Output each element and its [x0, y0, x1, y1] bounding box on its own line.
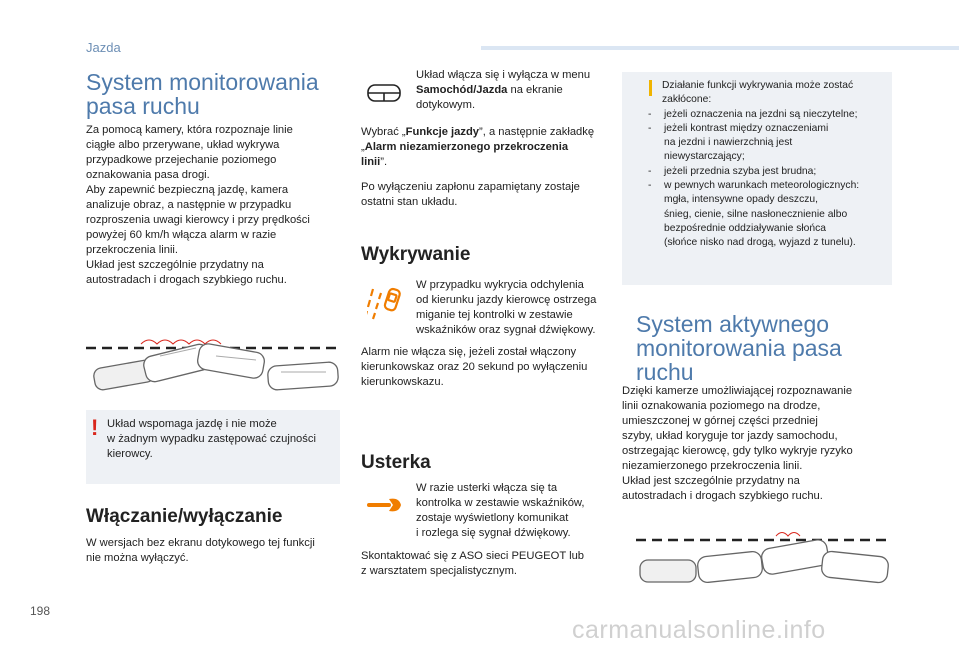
text-line: zostaje wyświetlony komunikat [416, 512, 569, 524]
select-instruction: Wybrać „Funkcje jazdy”, a następnie zakładkę „Alarm niezamierzonego przekroczenia linii”. [361, 126, 595, 168]
onoff-title: Włączanie/wyłączanie [86, 506, 283, 527]
lane-monitoring-title: System monitorowania pasa ruchu [86, 69, 319, 119]
info-text [648, 79, 890, 251]
text-line: nie można wyłączyć. [86, 552, 189, 564]
detection-title: Wykrywanie [361, 244, 471, 265]
info-list-item [648, 108, 890, 122]
detection-text [416, 278, 626, 338]
exclamation-icon: ! [91, 415, 99, 440]
text-line: mgła, intensywne opady deszczu, [664, 194, 818, 206]
text-line: Dzięki kamerze umożliwiającej rozpoznawanie [622, 385, 853, 397]
text-line: kontrolka w zestawie wskaźników, [416, 497, 585, 509]
text-line: niewystarczający; [664, 151, 745, 163]
text-line: ostrzegając kierowcę, gdy tylko wykryje ryzyko [622, 445, 853, 457]
list-dash: - [648, 108, 652, 120]
text-line: autostradach i drogach szybkiego ruchu. [622, 490, 823, 502]
text-line: ruchu [636, 359, 694, 385]
text-line: Za pomocą kamery, która rozpoznaje linie [86, 124, 293, 136]
text-line: od kierunku jazdy kierowcę ostrzega [416, 294, 597, 306]
text-line: jeżeli kontrast między oznaczeniami [664, 122, 829, 134]
text-line: W przypadku wykrycia odchylenia [416, 279, 584, 291]
text-line: Po wyłączeniu zapłonu zapamiętany zostaje [361, 181, 580, 193]
text-line: niezamierzonego przekroczenia linii. [622, 460, 803, 472]
info-intro-line: Działanie funkcji wykrywania może zostać [662, 80, 854, 91]
active-lane-title [636, 312, 842, 384]
text-line: analizuje obraz, a następnie w przypadku [86, 199, 292, 211]
text-line: Skontaktować się z ASO sieci PEUGEOT lub [361, 550, 585, 562]
text-line: rozproszenia uwagi kierowcy i przy prędkości [86, 214, 310, 226]
text-line: powyżej 60 km/h włącza alarm w razie [86, 229, 277, 241]
lane-departure-icon [367, 283, 407, 323]
lane-monitoring-intro [86, 123, 346, 288]
text-line: miganie tej kontrolki w zestawie [416, 309, 573, 321]
info-list-item [648, 122, 890, 165]
memory-text [361, 180, 623, 210]
text-line: (słońce nisko nad drogą, wyjazd z tunelu). [664, 237, 856, 249]
fault-title: Usterka [361, 452, 431, 473]
text-line: z warsztatem specjalistycznym. [361, 565, 518, 577]
text-line: bezpośrednie oddziaływanie słońca [664, 222, 826, 234]
text-line: kierunkowskazu. [361, 376, 444, 388]
text-line: monitorowania pasa [636, 335, 842, 361]
info-icon [649, 80, 652, 96]
wrench-icon [367, 495, 403, 515]
page-number: 198 [30, 604, 51, 618]
watermark: carmanualsonline.info [572, 616, 826, 644]
text-line: w żadnym wypadku zastępować czujności [107, 433, 316, 445]
text-line: Alarm nie włącza się, jeżeli został włączony [361, 346, 577, 358]
steering-wheel-icon [366, 82, 402, 104]
text-line: jeżeli oznaczenia na jezdni są nieczytelne; [664, 108, 858, 120]
text-line: Układ jest szczególnie przydatny na [86, 259, 264, 271]
text-line: w pewnych warunkach meteorologicznych: [664, 180, 860, 192]
list-dash: - [648, 122, 652, 134]
onoff-text [86, 536, 346, 566]
info-list-item [648, 165, 890, 179]
text-line: jeżeli przednia szyba jest brudna; [664, 165, 817, 177]
text-line: linii oznakowania poziomego na drodze, [622, 400, 821, 412]
list-dash: - [648, 180, 652, 192]
contact-text [361, 549, 623, 579]
active-car-illustration [636, 524, 892, 590]
text-line: śnieg, cienie, silne nasłonecznienie albo [664, 208, 848, 220]
text-line: na jezdni i nawierzchnią jest [664, 137, 793, 149]
text-line: przypadkowe przejechanie poziomego [86, 154, 277, 166]
text-line: wskaźników oraz sygnał dźwiękowy. [416, 324, 596, 336]
list-dash: - [648, 165, 652, 177]
menu-text: Układ włącza się i wyłącza w menu Samochód/Jazda na ekranie dotykowym. [416, 69, 591, 111]
text-line: umieszczonej w górnej części przedniej [622, 415, 818, 427]
text-line: ciągłe albo przerywane, układ wykrywa [86, 139, 280, 151]
car-lane-illustration [86, 334, 342, 396]
text-line: Aby zapewnić bezpieczną jazdę, kamera [86, 184, 289, 196]
active-lane-text [622, 384, 892, 504]
info-intro-line: zakłócone: [662, 94, 712, 106]
text-line: Układ jest szczególnie przydatny na [622, 475, 800, 487]
warning-text [107, 417, 339, 462]
fault-text [416, 481, 626, 541]
text-line: Układ wspomaga jazdę i nie może [107, 418, 277, 430]
info-list-item [648, 179, 890, 250]
text-line: ostatni stan układu. [361, 196, 458, 208]
text-line: W razie usterki włącza się ta [416, 482, 558, 494]
text-line: W wersjach bez ekranu dotykowego tej funkcji [86, 537, 315, 549]
section-title: Jazda [86, 40, 121, 55]
text-line: przekroczenia linii. [86, 244, 179, 256]
text-line: oznakowania pasa drogi. [86, 169, 210, 181]
text-line: kierunkowskaz oraz 20 sekund po wyłączeniu [361, 361, 588, 373]
text-line: System aktywnego [636, 311, 830, 337]
text-line: autostradach i drogach szybkiego ruchu. [86, 274, 287, 286]
text-line: szyby, układ koryguje tor jazdy samochodu, [622, 430, 838, 442]
text-line: kierowcy. [107, 448, 153, 460]
alarm-text [361, 345, 623, 390]
header-bar [481, 46, 959, 50]
text-line: i rozlega się sygnał dźwiękowy. [416, 527, 571, 539]
